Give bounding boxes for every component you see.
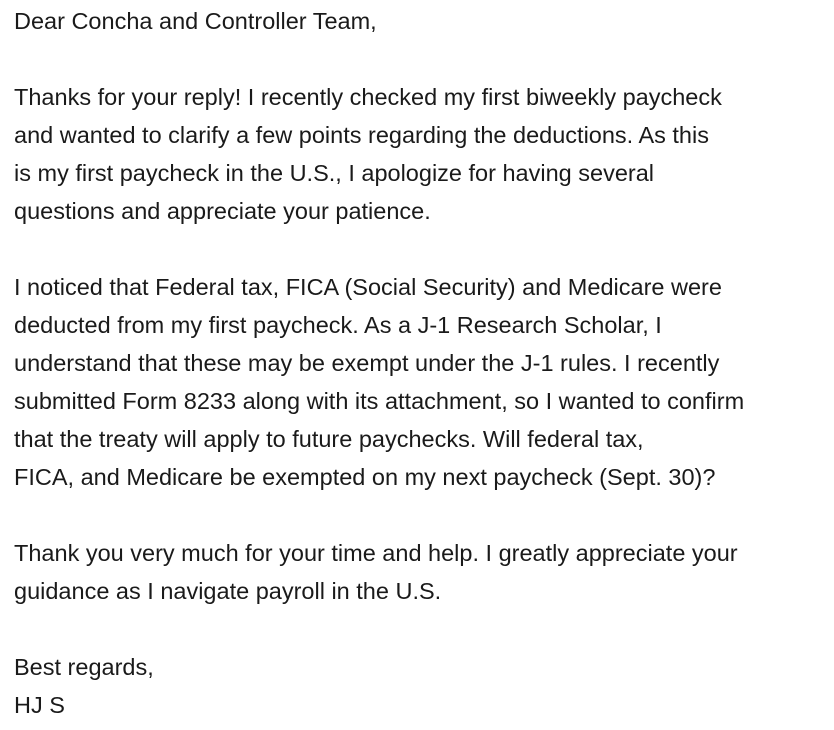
paragraph-line: I noticed that Federal tax, FICA (Social Security) and Medicare were xyxy=(14,274,722,300)
paragraph-line: Thank you very much for your time and help. I greatly appreciate your xyxy=(14,540,738,566)
paragraph-line: submitted Form 8233 along with its attachment, so I wanted to confirm xyxy=(14,388,745,414)
body-paragraph-3 xyxy=(14,534,830,610)
paragraph-line: deducted from my first paycheck. As a J-1 Research Scholar, I xyxy=(14,312,662,338)
body-paragraph-2 xyxy=(14,268,830,496)
greeting-line: Dear Concha and Controller Team, xyxy=(14,8,377,34)
paragraph-line: understand that these may be exempt under the J-1 rules. I recently xyxy=(14,350,720,376)
paragraph-line: and wanted to clarify a few points regarding the deductions. As this xyxy=(14,122,709,148)
paragraph-line: questions and appreciate your patience. xyxy=(14,198,431,224)
paragraph-line: that the treaty will apply to future paychecks. Will federal tax, xyxy=(14,426,644,452)
paragraph-line: Thanks for your reply! I recently checked my first biweekly paycheck xyxy=(14,84,722,110)
closing-line: Best regards, xyxy=(14,654,154,680)
paragraph-line: is my first paycheck in the U.S., I apologize for having several xyxy=(14,160,655,186)
body-paragraph-1 xyxy=(14,78,830,230)
signature-line: HJ S xyxy=(14,692,65,718)
email-body xyxy=(14,2,830,724)
paragraph-line: guidance as I navigate payroll in the U.S. xyxy=(14,578,442,604)
paragraph-line: FICA, and Medicare be exempted on my next paycheck (Sept. 30)? xyxy=(14,464,716,490)
signoff xyxy=(14,648,830,724)
greeting-paragraph xyxy=(14,2,830,40)
